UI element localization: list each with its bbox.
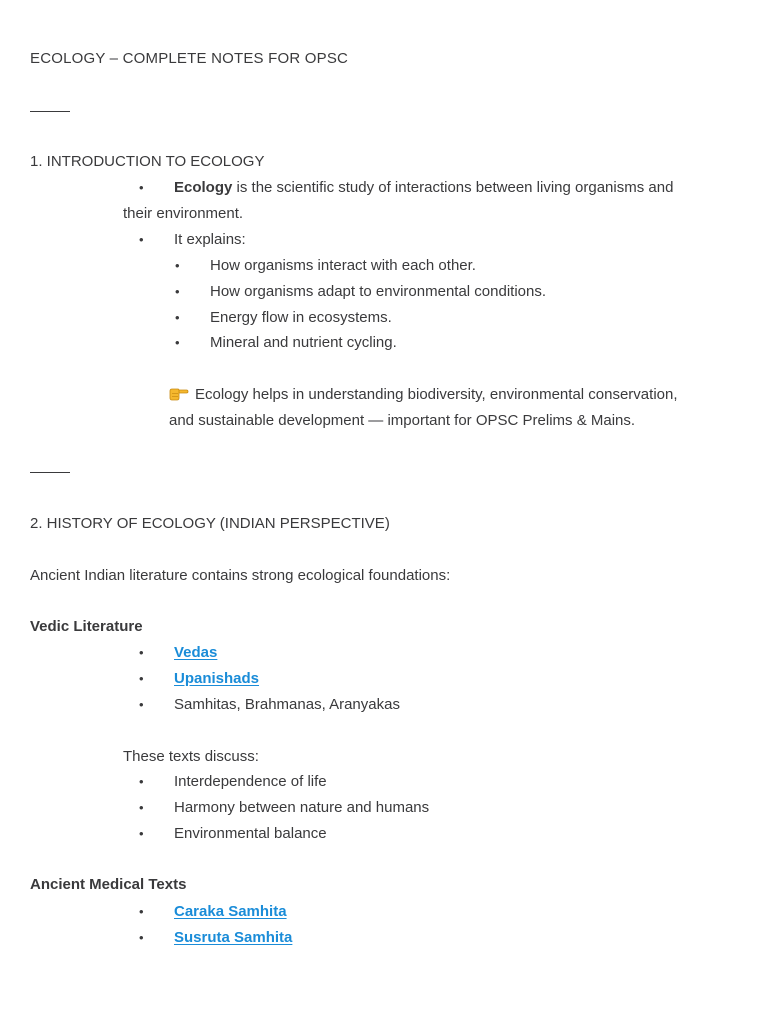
bullet-marker: • (175, 284, 180, 299)
bullet-marker: • (139, 180, 144, 195)
bullet-marker: • (139, 697, 144, 712)
list-item: Environmental balance (174, 825, 327, 842)
section-heading-history: 2. HISTORY OF ECOLOGY (INDIAN PERSPECTIVE) (30, 515, 390, 532)
ecology-definition-line2: their environment. (123, 205, 244, 222)
link-caraka-samhita[interactable]: Caraka Samhita (174, 903, 287, 920)
ecology-definition-line1 (174, 178, 673, 198)
link-upanishads[interactable]: Upanishads (174, 670, 260, 687)
note-text: Ecology helps in understanding biodiversity, environmental conservation, (195, 386, 678, 403)
bullet-marker: • (175, 310, 180, 325)
explains-label: It explains: (174, 231, 246, 248)
bullet-marker: • (175, 335, 180, 350)
bullet-marker: • (139, 930, 144, 945)
history-intro: Ancient Indian literature contains strong ecological foundations: (30, 567, 451, 584)
divider (30, 111, 70, 112)
note-line2: and sustainable development — important for OPSC Prelims & Mains. (169, 412, 636, 429)
bullet-marker: • (139, 774, 144, 789)
page-title: ECOLOGY – COMPLETE NOTES FOR OPSC (30, 50, 349, 67)
vedic-literature-heading: Vedic Literature (30, 618, 143, 635)
note-line1 (169, 385, 678, 405)
bullet-marker: • (139, 671, 144, 686)
list-item: Mineral and nutrient cycling. (210, 334, 397, 351)
bullet-marker: • (175, 258, 180, 273)
ecology-term: Ecology (174, 179, 233, 196)
list-item: Samhitas, Brahmanas, Aranyakas (174, 696, 400, 713)
list-item: How organisms interact with each other. (210, 257, 476, 274)
bullet-marker: • (139, 800, 144, 815)
link-vedas[interactable]: Vedas (174, 644, 218, 661)
bullet-marker: • (139, 232, 144, 247)
bullet-marker: • (139, 904, 144, 919)
ecology-definition-text: is the scientific study of interactions between living organisms and (232, 179, 674, 196)
ancient-medical-texts-heading: Ancient Medical Texts (30, 876, 187, 893)
link-susruta-samhita[interactable]: Susruta Samhita (174, 929, 293, 946)
list-item: Energy flow in ecosystems. (210, 309, 392, 326)
divider (30, 472, 70, 473)
list-item: How organisms adapt to environmental conditions. (210, 283, 547, 300)
list-item: Harmony between nature and humans (174, 799, 430, 816)
bullet-marker: • (139, 645, 144, 660)
section-heading-introduction: 1. INTRODUCTION TO ECOLOGY (30, 153, 265, 170)
discuss-label: These texts discuss: (123, 748, 259, 765)
list-item: Interdependence of life (174, 773, 327, 790)
bullet-marker: • (139, 826, 144, 841)
pointing-hand-icon (169, 385, 189, 401)
